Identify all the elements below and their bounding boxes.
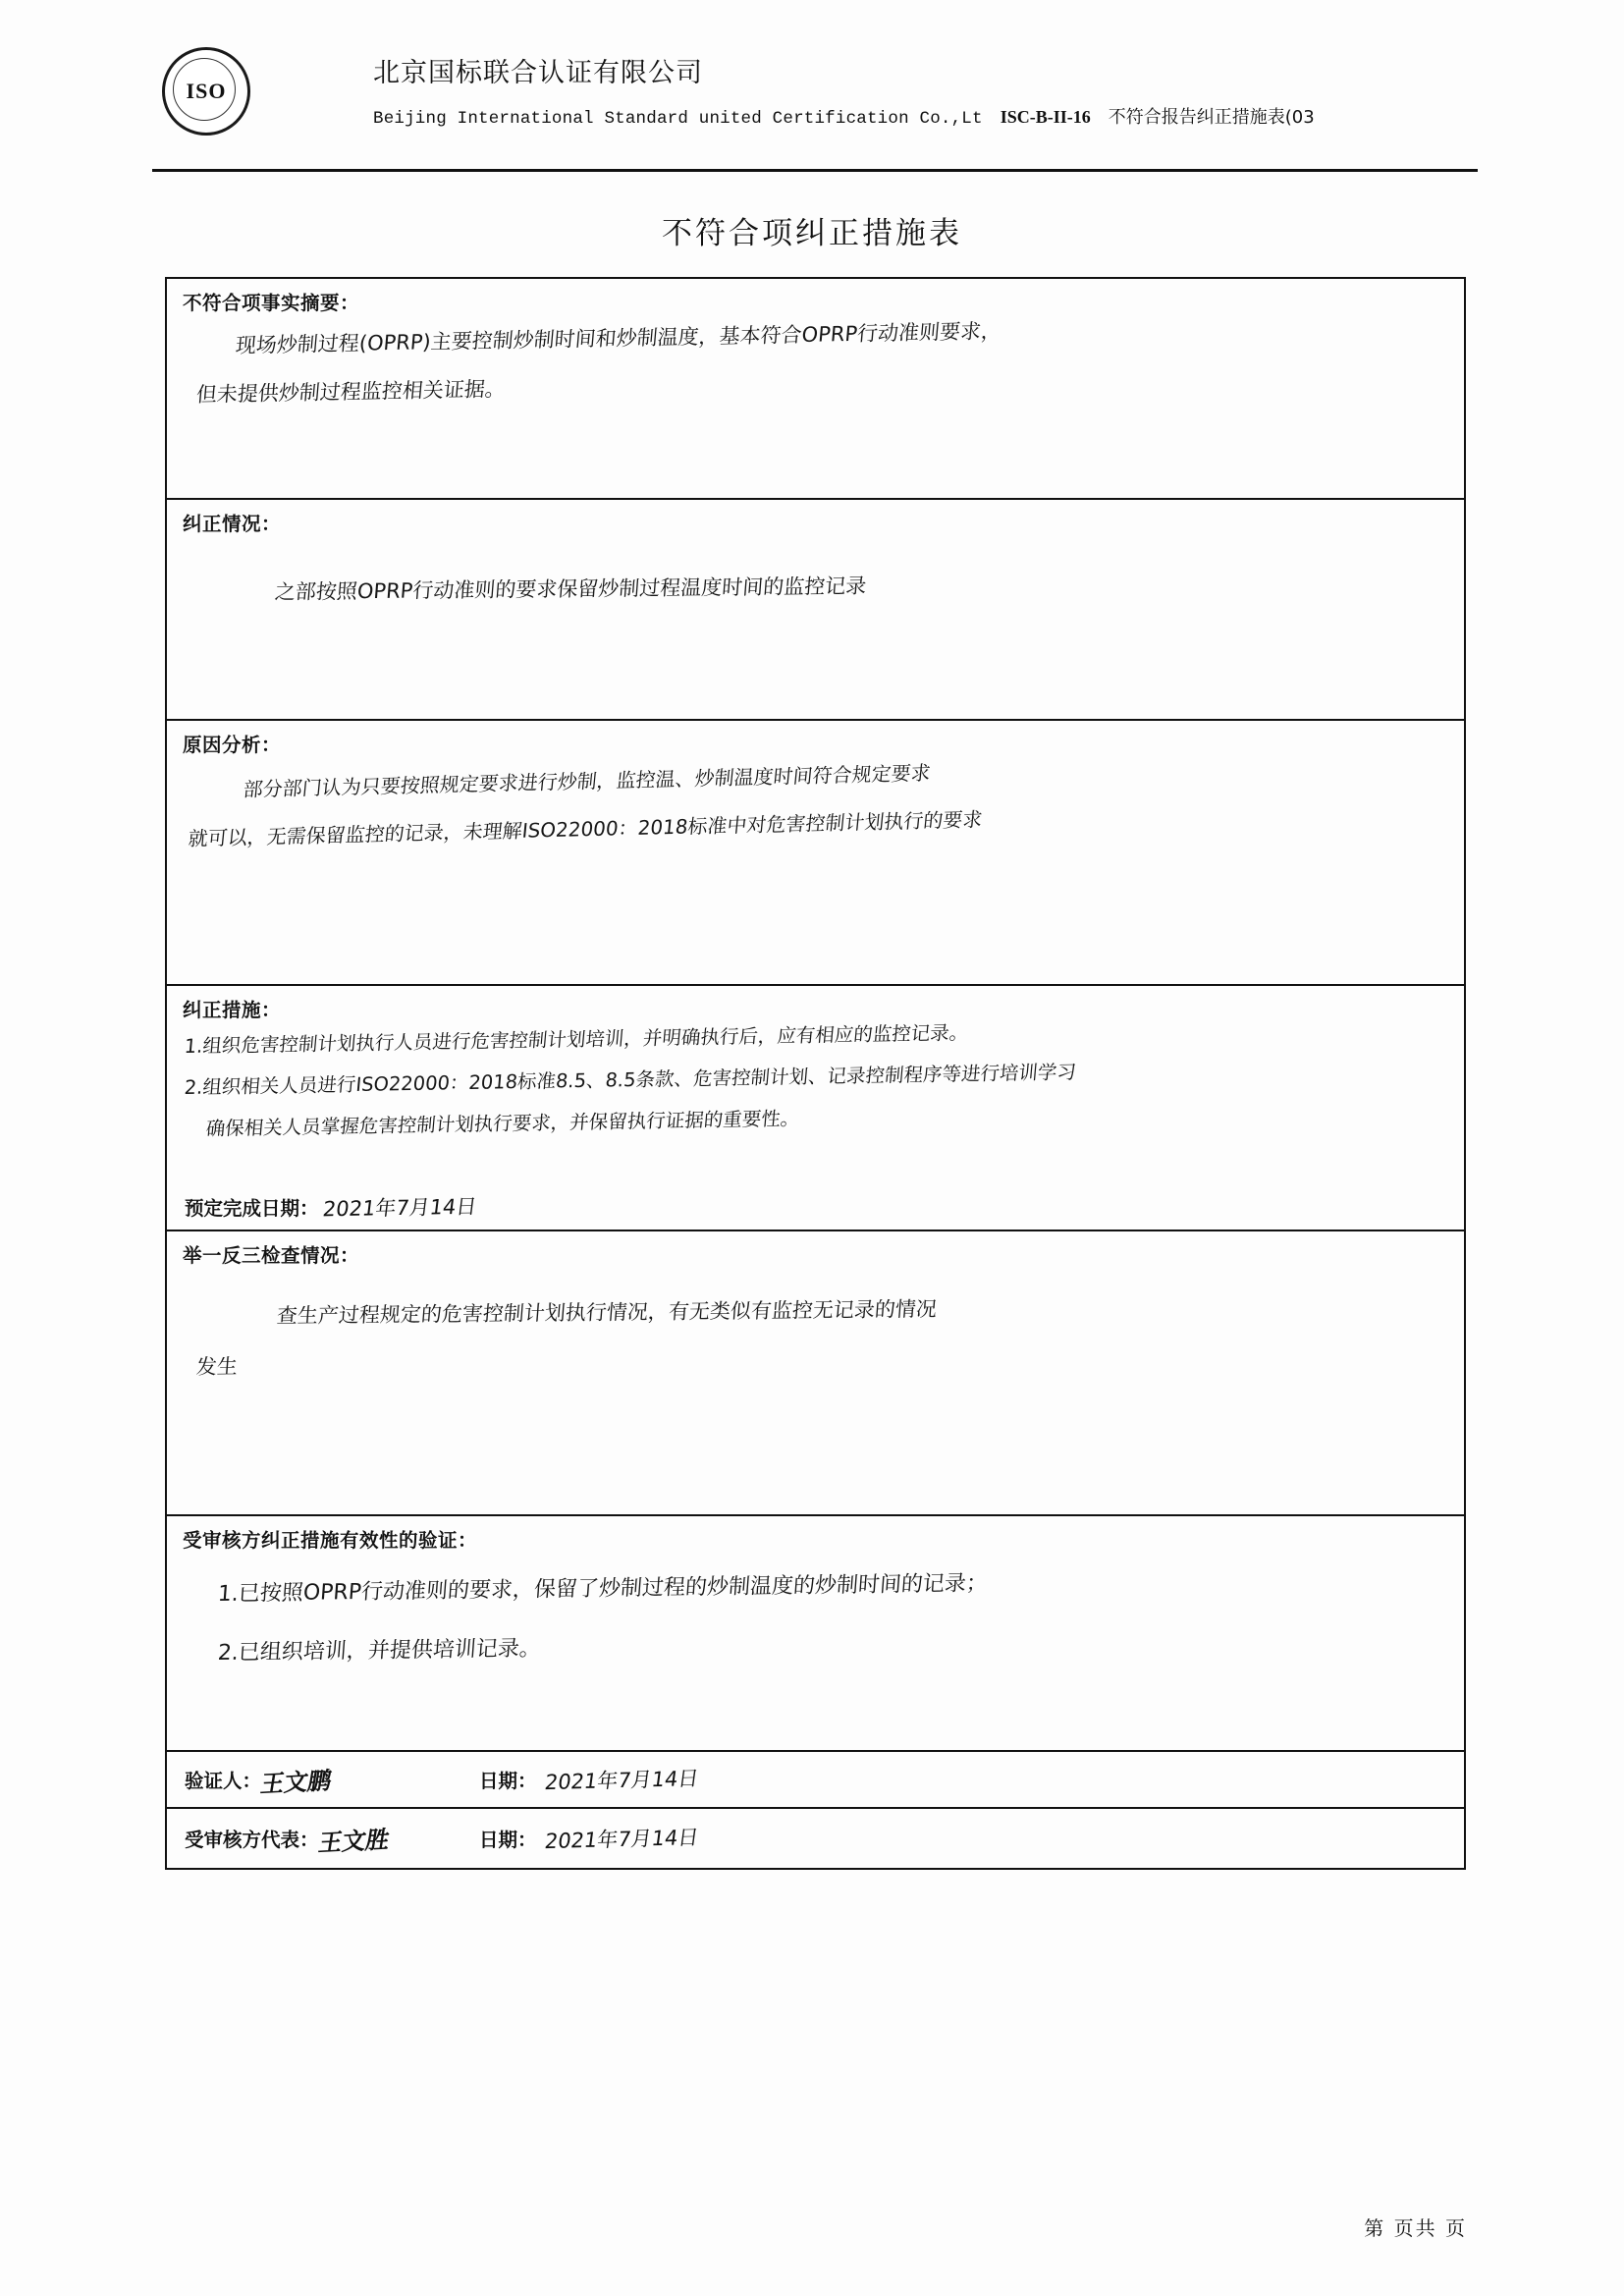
- due-date-value: 2021年7月14日: [320, 1194, 478, 1222]
- document-code: ISC-B-II-16: [1000, 107, 1091, 127]
- section-cause-label: 原因分析：: [183, 734, 282, 756]
- company-name-en: Beijing International Standard united Certification Co.,Lt: [373, 109, 983, 129]
- representative-signature: 王文胜: [315, 1825, 392, 1857]
- representative-date-field: [479, 1824, 698, 1853]
- correction-form-table: [165, 277, 1466, 1870]
- representative-date-label: 日期：: [479, 1829, 537, 1851]
- verifier-date-label: 日期：: [479, 1770, 537, 1792]
- section-correction-label: 纠正情况：: [183, 513, 282, 535]
- section-check: [167, 1231, 1464, 1516]
- section-fact: [167, 279, 1464, 500]
- section-verify-label: 受审核方纠正措施有效性的验证：: [183, 1529, 478, 1552]
- verifier-field: [185, 1763, 479, 1797]
- document-code-cn: 不符合报告纠正措施表(03: [1108, 107, 1315, 128]
- section-check-line-2: 发生: [194, 1354, 239, 1380]
- section-correction: [167, 500, 1464, 721]
- section-cause-line-1: 部分部门认为只要按照规定要求进行炒制，监控温、炒制温度时间符合规定要求: [242, 760, 932, 802]
- document-header: [162, 47, 1468, 155]
- page-footer: 第 页共 页: [1364, 2216, 1467, 2240]
- section-representative: [167, 1809, 1464, 1868]
- header-divider: [152, 169, 1478, 172]
- section-check-line-1: 查生产过程规定的危害控制计划执行情况，有无类似有监控无记录的情况: [275, 1296, 938, 1329]
- section-fact-line-2: 但未提供炒制过程监控相关证据。: [194, 376, 507, 408]
- section-measures: [167, 986, 1464, 1231]
- section-verify-line-2: 2.已组织培训，并提供培训记录。: [216, 1636, 542, 1667]
- representative-label: 受审核方代表：: [185, 1829, 319, 1851]
- iso-logo-circle: [162, 47, 250, 136]
- header-text-block: [373, 51, 1463, 129]
- section-check-label: 举一反三检查情况：: [183, 1244, 360, 1267]
- iso-logo-text: ISO: [186, 79, 227, 103]
- signoff-row: [167, 1752, 1464, 1807]
- section-cause-line-2: 就可以，无需保留监控的记录，未理解ISO22000：2018标准中对危害控制计划执行的要求: [187, 807, 984, 851]
- representative-field: [185, 1822, 479, 1856]
- section-measures-line-2: 2.组织相关人员进行ISO22000：2018标准8.5、8.5条款、危害控制计划、记录控制程序等进行培训学习: [183, 1061, 1078, 1100]
- representative-row: [167, 1809, 1464, 1868]
- section-fact-line-1: 现场炒制过程(OPRP)主要控制炒制时间和炒制温度，基本符合OPRP行动准则要求，: [234, 319, 1003, 358]
- section-fact-label: 不符合项事实摘要：: [183, 292, 360, 314]
- company-name-cn: 北京国标联合认证有限公司: [373, 58, 703, 88]
- section-cause: [167, 721, 1464, 986]
- section-measures-label: 纠正措施：: [183, 999, 282, 1021]
- due-date-row: [185, 1192, 476, 1222]
- section-signoff: [167, 1752, 1464, 1809]
- due-date-label: 预定完成日期：: [185, 1197, 319, 1220]
- company-name-en-row: [373, 103, 1463, 129]
- verifier-label: 验证人：: [185, 1770, 262, 1792]
- section-measures-line-1: 1.组织危害控制计划执行人员进行危害控制计划培训，并明确执行后，应有相应的监控记录。: [183, 1021, 970, 1059]
- verifier-signature: 王文鹏: [258, 1766, 334, 1798]
- iso-logo: [162, 47, 252, 137]
- verifier-date-field: [479, 1765, 698, 1794]
- verifier-date-value: 2021年7月14日: [542, 1766, 700, 1795]
- section-verify-line-1: 1.已按照OPRP行动准则的要求，保留了炒制过程的炒制温度的炒制时间的记录；: [216, 1571, 989, 1608]
- section-verify: [167, 1516, 1464, 1752]
- page-title: 不符合项纠正措施表: [662, 216, 962, 251]
- section-measures-line-3: 确保相关人员掌握危害控制计划执行要求，并保留执行证据的重要性。: [204, 1107, 801, 1141]
- representative-date-value: 2021年7月14日: [542, 1825, 700, 1854]
- section-correction-line-1: 之部按照OPRP行动准则的要求保留炒制过程温度时间的监控记录: [273, 574, 868, 605]
